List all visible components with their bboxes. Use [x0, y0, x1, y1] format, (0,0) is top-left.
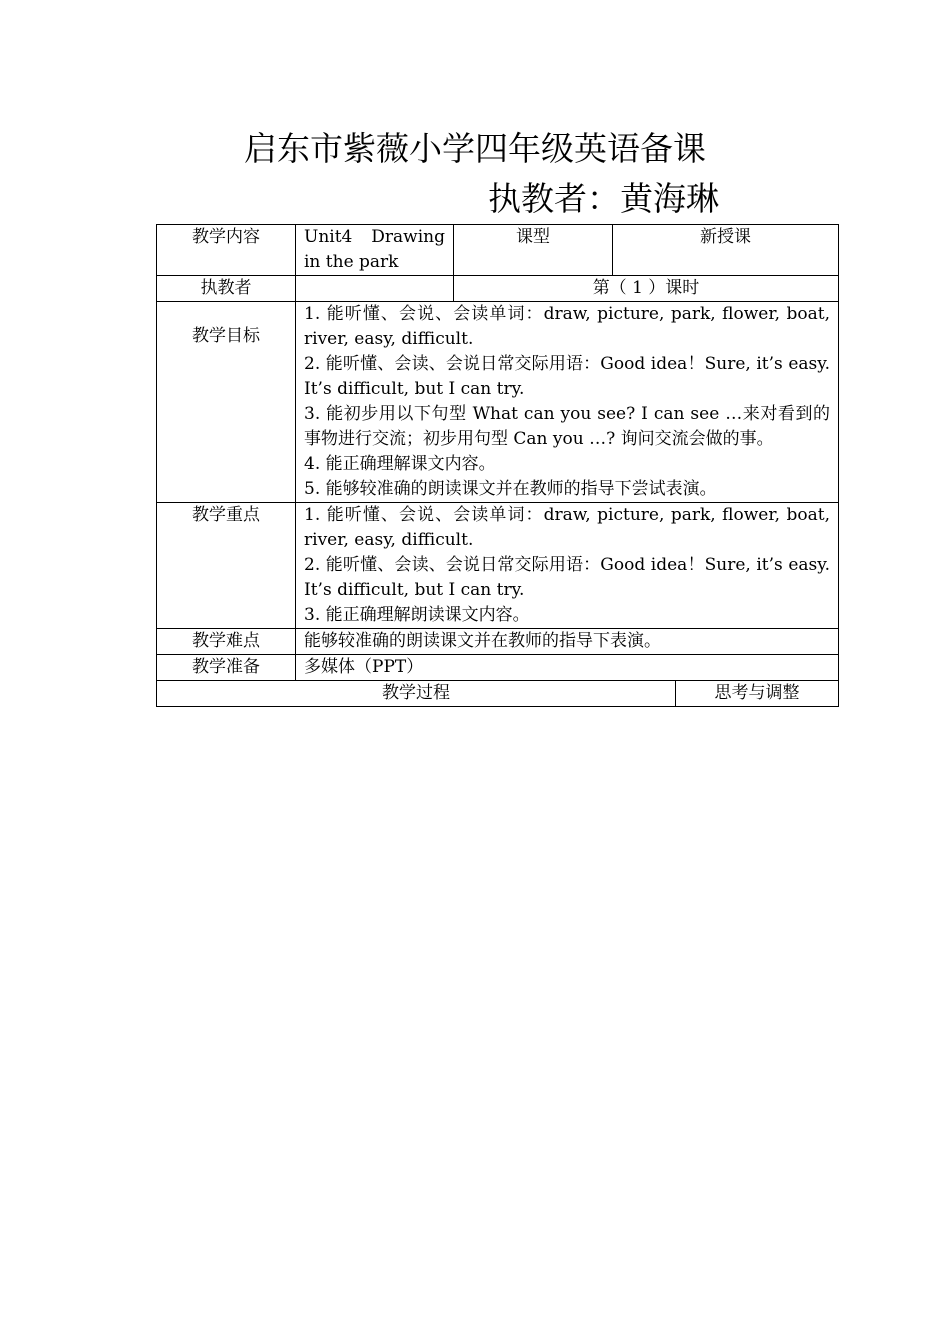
- table-row: [157, 503, 839, 629]
- content-label: 教学内容: [157, 225, 296, 276]
- content-value: Unit4 Drawing in the park: [296, 225, 454, 276]
- reflection-label: 思考与调整: [676, 681, 839, 707]
- list-item: 1. 能听懂、会说、会读单词：draw, picture, park, flower, boat, river, easy, difficult.: [304, 505, 830, 550]
- table-row: [157, 302, 839, 503]
- objectives-list: [296, 302, 839, 503]
- teacher-value: [296, 276, 454, 302]
- period-value: 第（ 1 ）课时: [454, 276, 839, 302]
- key-points-list: [296, 503, 839, 629]
- list-item: 5. 能够较准确的朗读课文并在教师的指导下尝试表演。: [304, 479, 717, 499]
- list-item: 2. 能听懂、会读、会说日常交际用语：Good idea！Sure, it’s easy. It’s difficult, but I can try.: [304, 354, 830, 399]
- list-item: 3. 能正确理解朗读课文内容。: [304, 605, 530, 625]
- type-label: 课型: [454, 225, 613, 276]
- table-row: [157, 225, 839, 276]
- table-row: [157, 655, 839, 681]
- teacher-label: 执教者: [157, 276, 296, 302]
- list-item: 3. 能初步用以下句型 What can you see? I can see …来对看到的事物进行交流；初步用句型 Can you …? 询问交流会做的事。: [304, 404, 830, 449]
- page-title: 启东市紫薇小学四年级英语备课: [244, 129, 706, 168]
- lesson-plan-table: [156, 224, 839, 707]
- teacher-line: 执教者：黄海琳: [488, 179, 719, 218]
- key-points-label: 教学重点: [157, 503, 296, 629]
- list-item: 2. 能听懂、会读、会说日常交际用语：Good idea！Sure, it’s easy. It’s difficult, but I can try.: [304, 555, 830, 600]
- table-row: [157, 681, 839, 707]
- preparation-value: 多媒体（PPT）: [296, 655, 839, 681]
- process-label: 教学过程: [157, 681, 676, 707]
- difficulty-value: 能够较准确的朗读课文并在教师的指导下表演。: [296, 629, 839, 655]
- list-item: 1. 能听懂、会说、会读单词：draw, picture, park, flower, boat, river, easy, difficult.: [304, 304, 830, 349]
- difficulty-label: 教学难点: [157, 629, 296, 655]
- table-row: [157, 629, 839, 655]
- list-item: 4. 能正确理解课文内容。: [304, 454, 496, 474]
- table-row: [157, 276, 839, 302]
- preparation-label: 教学准备: [157, 655, 296, 681]
- type-value: 新授课: [613, 225, 839, 276]
- objectives-label: 教学目标: [157, 302, 296, 503]
